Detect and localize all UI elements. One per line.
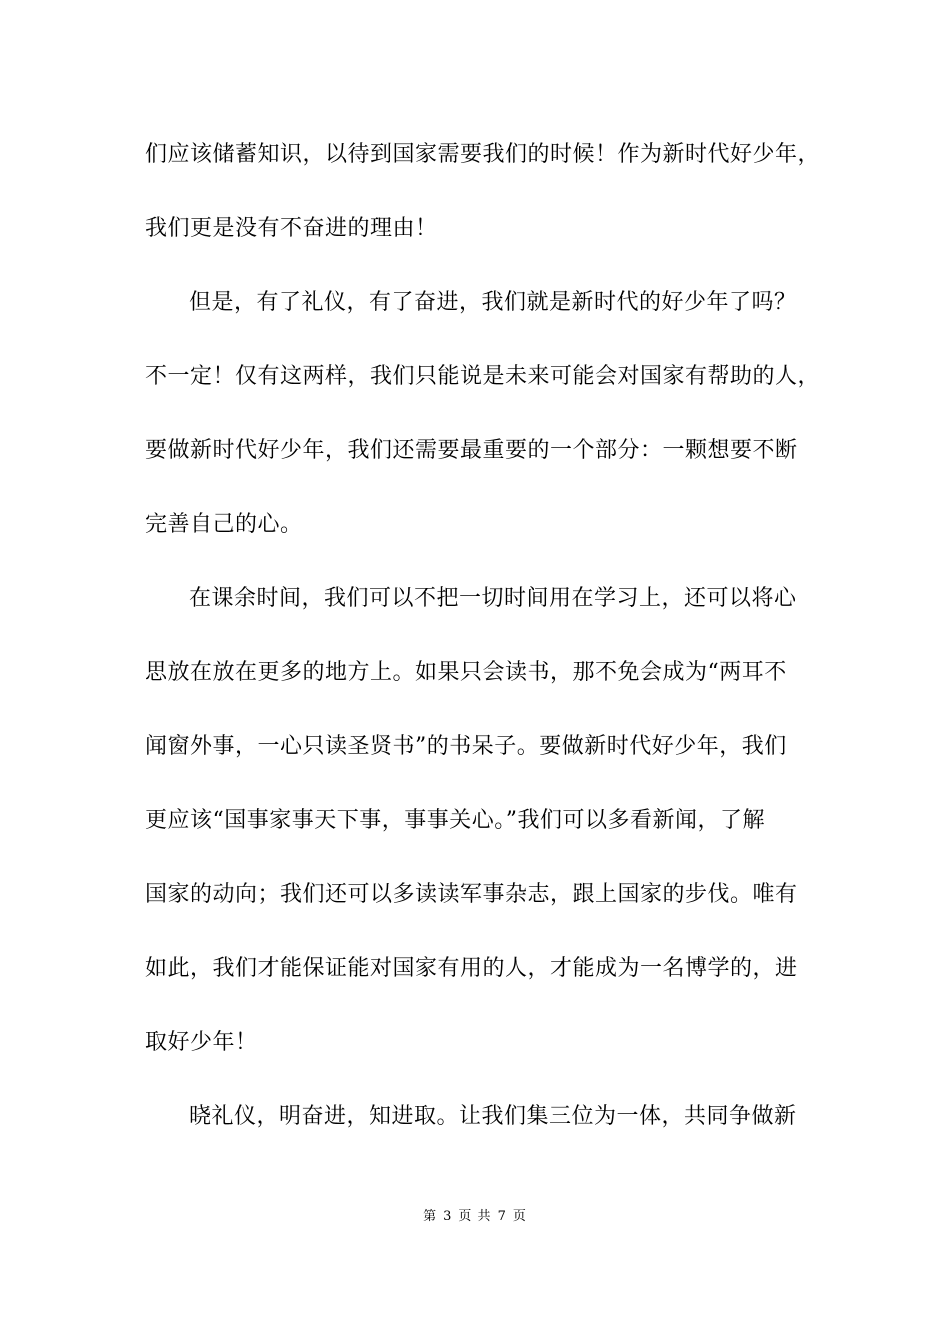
footer-current-page: 3 <box>443 1209 453 1224</box>
paragraph-line: 晓礼仪，明奋进，知进取。让我们集三位为一体，共同争做新 <box>189 1104 797 1129</box>
paragraph-line: 但是，有了礼仪，有了奋进，我们就是新时代的好少年了吗？ <box>189 290 797 315</box>
paragraph-line: 要做新时代好少年，我们还需要最重要的一个部分：一颗想要不断 <box>145 438 798 463</box>
paragraph-line: 我们更是没有不奋进的理由！ <box>145 216 438 241</box>
paragraph-line: 完善自己的心。 <box>145 512 303 537</box>
footer-total-pages: 7 <box>497 1209 507 1224</box>
paragraph-line: 如此，我们才能保证能对国家有用的人，才能成为一名博学的，进 <box>145 956 798 981</box>
paragraph-line: 不一定！仅有这两样，我们只能说是未来可能会对国家有帮助的人， <box>145 364 821 389</box>
page-footer <box>0 1208 950 1226</box>
paragraph-line: 们应该储蓄知识，以待到国家需要我们的时候！作为新时代好少年， <box>145 142 821 167</box>
footer-suffix: 页 <box>512 1209 527 1224</box>
paragraph-line: 在课余时间，我们可以不把一切时间用在学习上，还可以将心 <box>189 586 797 611</box>
paragraph-line: 闻窗外事，一心只读圣贤书”的书呆子。要做新时代好少年，我们 <box>145 734 787 759</box>
paragraph-line: 取好少年！ <box>145 1030 258 1055</box>
paragraph-line: 国家的动向；我们还可以多读读军事杂志，跟上国家的步伐。唯有 <box>145 882 798 907</box>
footer-middle: 页 共 <box>458 1209 492 1224</box>
paragraph-line: 思放在放在更多的地方上。如果只会读书，那不免会成为“两耳不 <box>145 660 787 685</box>
paragraph-line: 更应该“国事家事天下事，事事关心。”我们可以多看新闻，了解 <box>145 808 765 833</box>
footer-prefix: 第 <box>423 1209 438 1224</box>
